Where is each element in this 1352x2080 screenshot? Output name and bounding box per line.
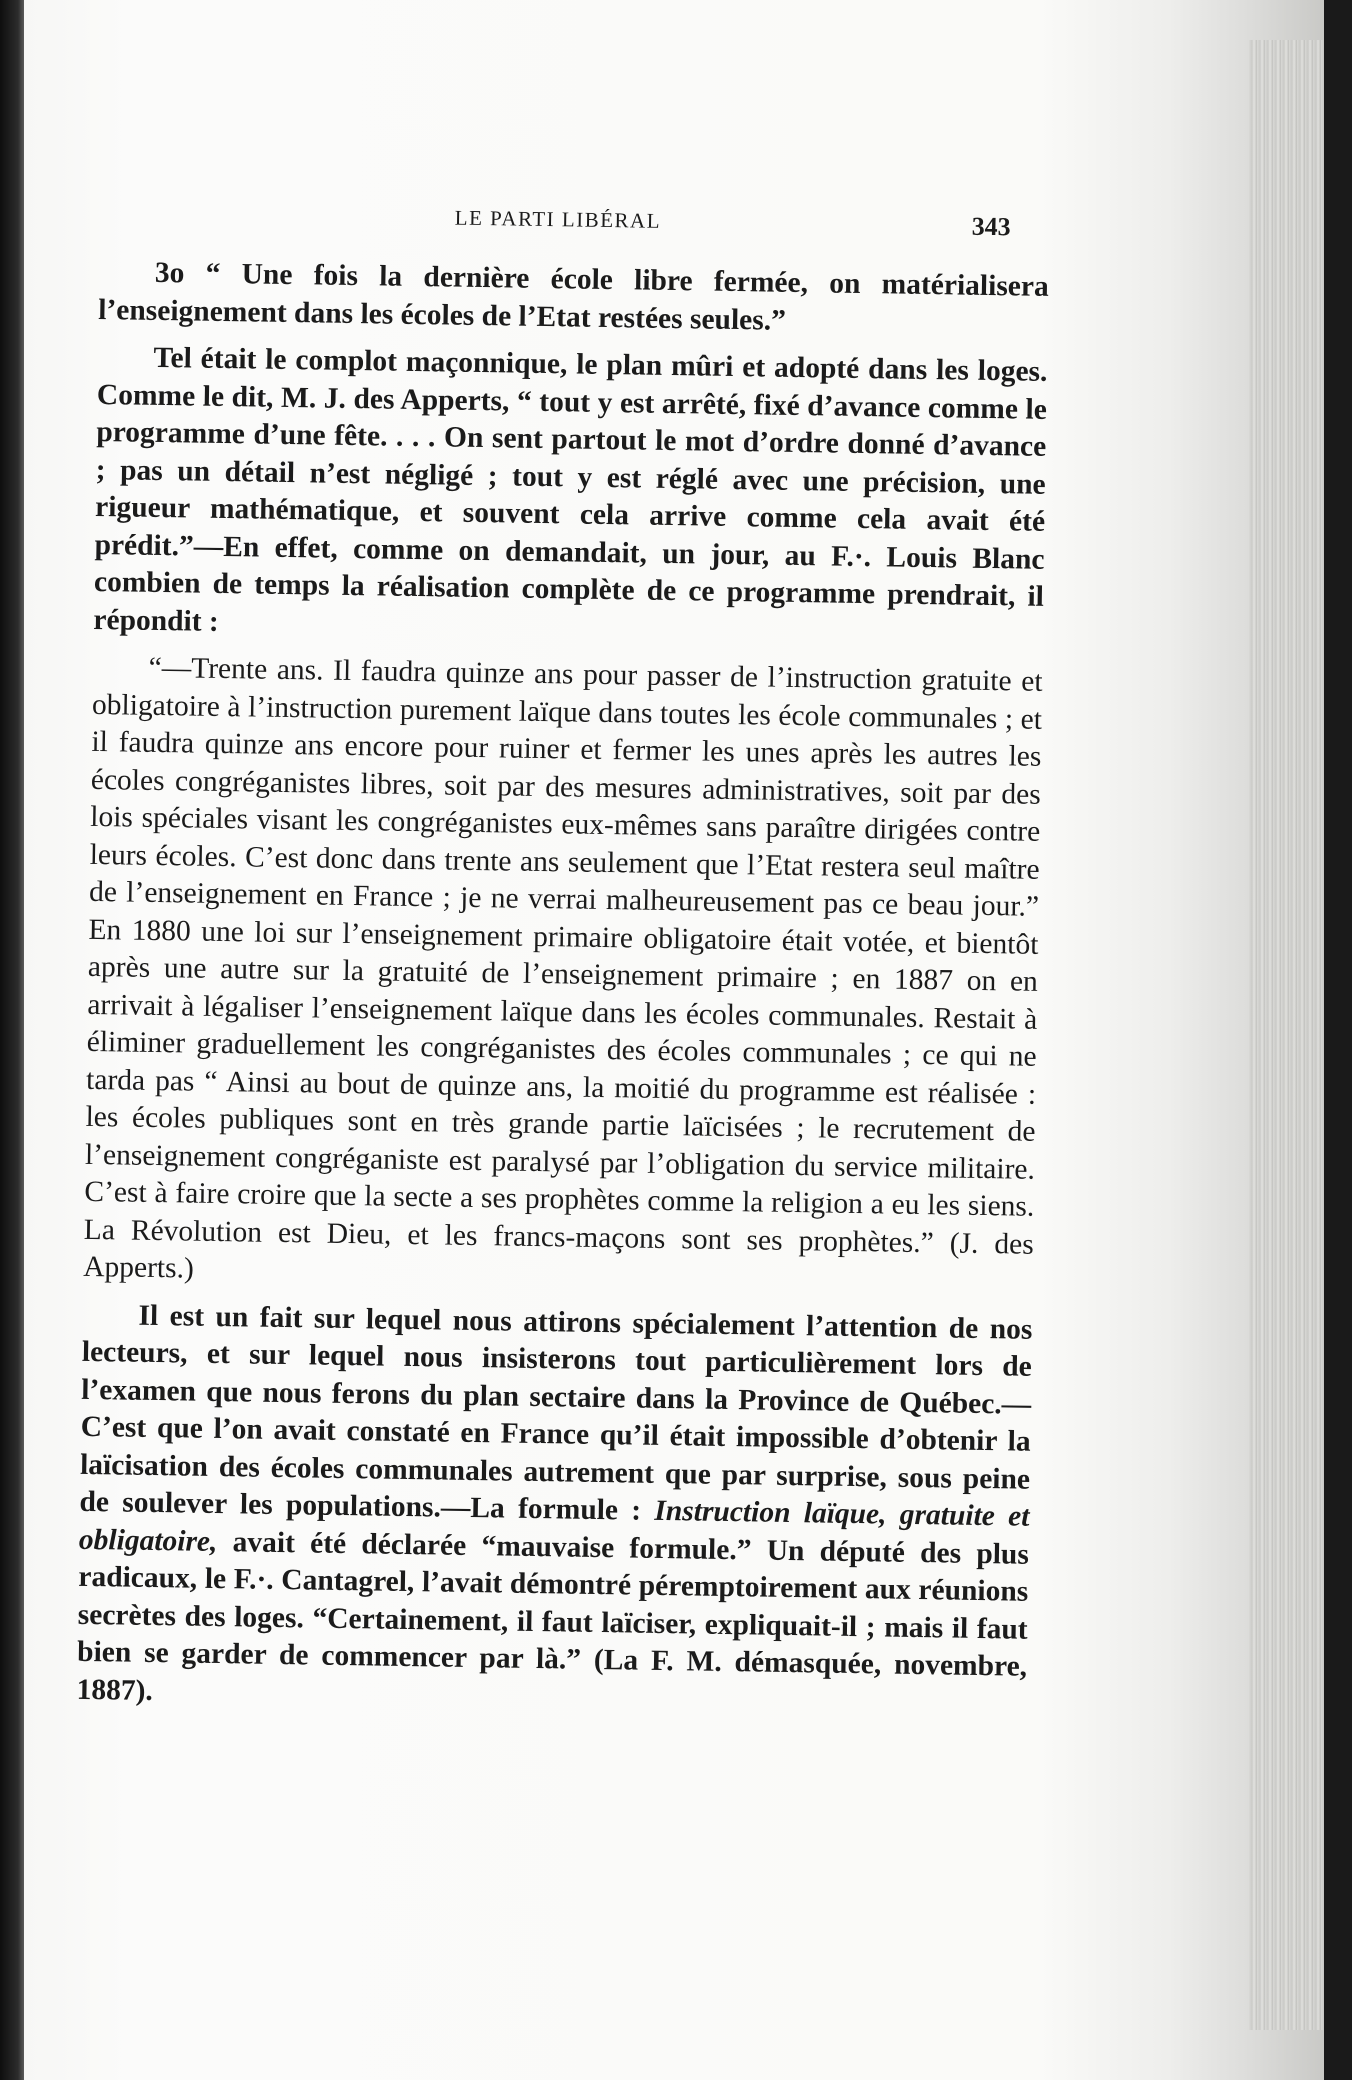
page-edge-stack: [1249, 40, 1324, 2030]
paragraph-4-text-after: avait été déclarée “mauvaise formule.” Un député des plus radicaux, le F.·. Cantagrel, l’avait démontré péremptoirement aux réunions secrètes des loges. “Certainement, il faut laïciser, expliquait-il ; mais il faut bien se garder de commencer par là.” (La F. M. démasquée, novembre, 1887).: [76, 1525, 1030, 1707]
running-header-title: LE PARTI LIBÉRAL: [454, 205, 662, 233]
paragraph-2: Tel était le complot maçonnique, le plan mûri et adopté dans les loges. Comme le dit, M. J. des Apperts, “ tout y est arrêté, fixé d’avance comme le programme d’une fête. . . . On sent partout le mot d’ordre donné d’avance ; pas un détail n’est négligé ; tout y est réglé avec une précision, une rigueur mathématique, et souvent cela arrive comme cela avait été prédit.”—En effet, comme on demandait, un jour, au F.·. Louis Blanc combien de temps la réalisation complète de ce programme prendrait, il répondit :: [93, 341, 1048, 638]
page-number: 343: [971, 211, 1011, 242]
paragraph-1: 3o “ Une fois la dernière école libre fermée, on matérialisera l’enseignement dans les écoles de l’Etat restées seules.”: [98, 256, 1050, 337]
page-content: [76, 200, 1050, 1734]
paragraph-4-italic-formula: Instruction laïque, gratuite et obligatoire,: [78, 1494, 1030, 1558]
paragraph-4-text-before: Il est un fait sur lequel nous attirons spécialement l’attention de nos lecteurs, et sur lequel nous insisterons tout particulièrement lors de l’examen que nous ferons du plan sectaire dans la Province de Québec.—C’est que l’on avait constaté en France qu’il était impossible d’obtenir la laïcisation des écoles communales autrement que par surprise, sous peine de soulever les populations.—La formule :: [79, 1299, 1033, 1527]
paragraph-3-quote: “—Trente ans. Il faudra quinze ans pour passer de l’instruction gratuite et obligatoire à l’instruction purement laïque dans toutes les école communales ; et il faudra quinze ans encore pour ruiner et fermer les unes après les autres les écoles congréganistes libres, soit par des mesures administratives, soit par des lois spéciales visant les congréganistes eux-mêmes sans paraître dirigées contre leurs écoles. C’est donc dans trente ans seulement que l’Etat restera seul maître de l’enseignement en France ; je ne verrai malheureusement pas ce beau jour.” En 1880 une loi sur l’enseignement primaire obligatoire était votée, et bientôt après une autre sur la gratuité de l’enseignement primaire ; en 1887 on en arrivait à légaliser l’enseignement laïque dans les écoles communales. Restait à éliminer graduellement les congréganistes des écoles communales ; ce qui ne tarda pas “ Ainsi au bout de quinze ans, la moitié du programme est réalisée : les écoles publiques sont en très grande partie laïcisées ; le recrutement de l’enseignement congréganiste est paralysé par l’obligation du service militaire. C’est à faire croire que la secte a ses prophètes comme la religion a eu les siens. La Révolution est Dieu, et les francs-maçons sont ses prophètes.” (J. des Apperts.): [82, 651, 1043, 1285]
paragraph-4: [76, 1296, 1032, 1723]
